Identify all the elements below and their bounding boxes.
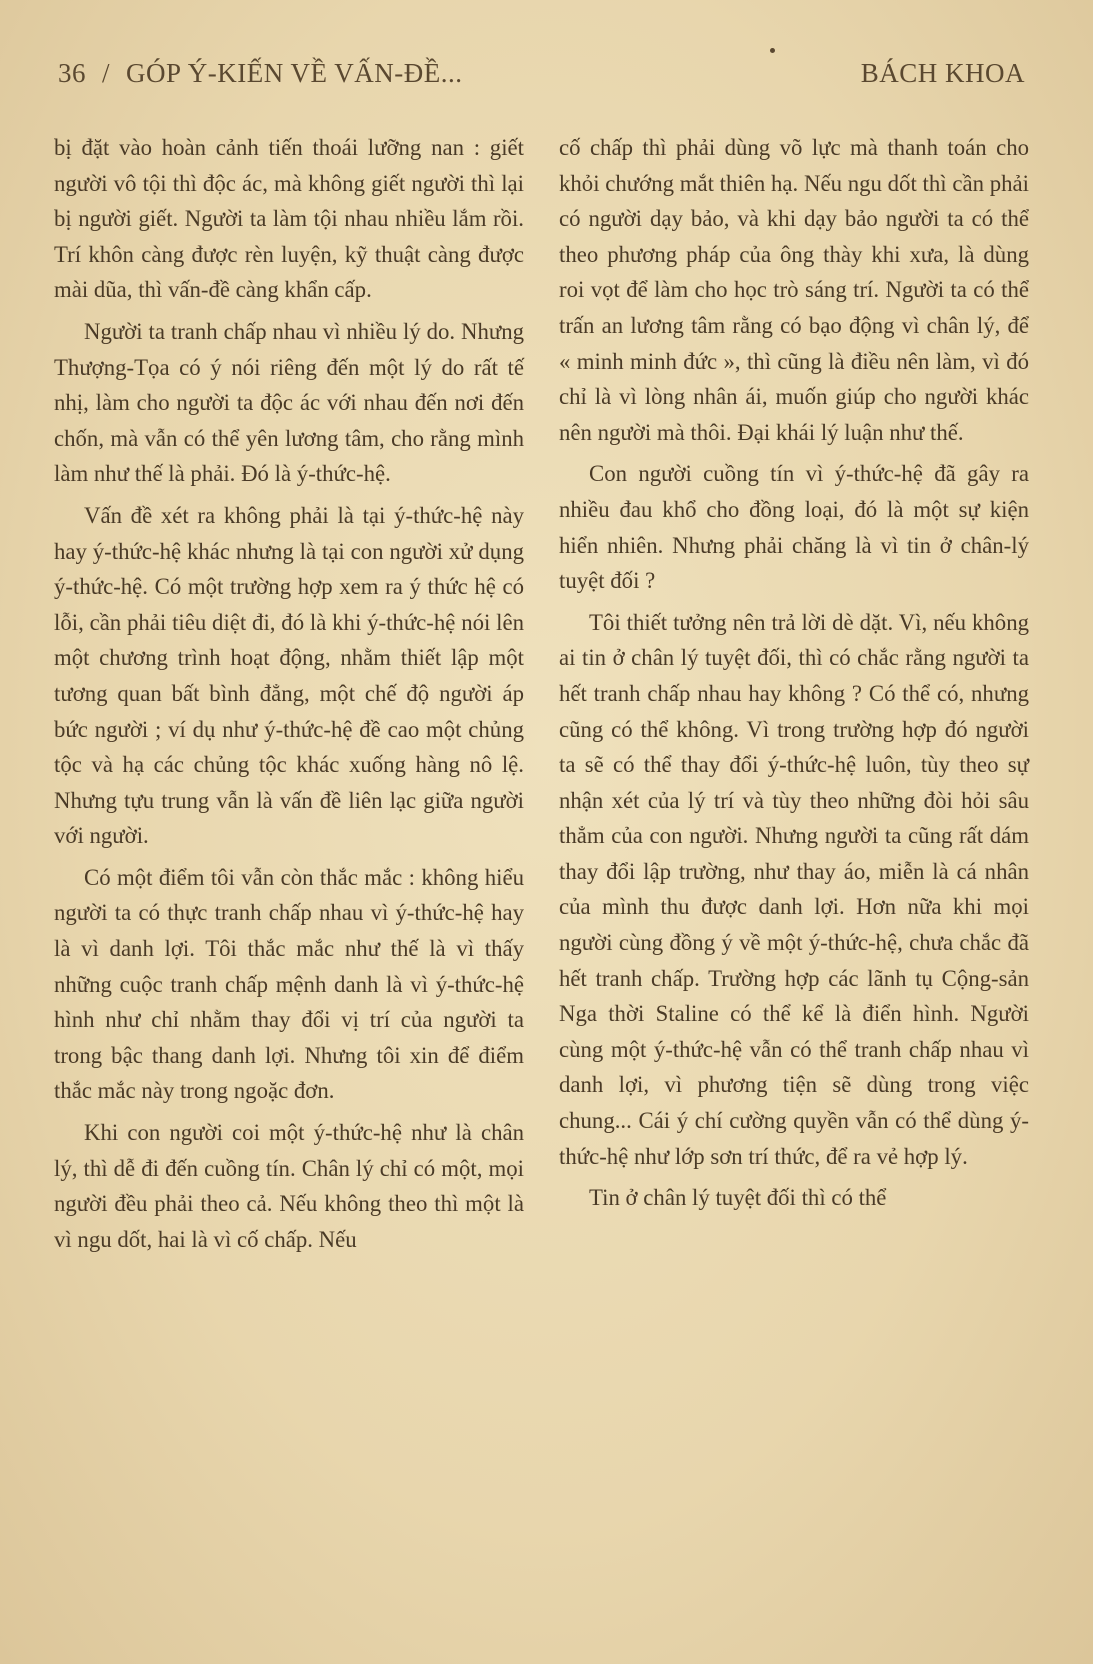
page-header (58, 58, 1025, 98)
header-separator: / (102, 58, 111, 88)
paragraph: Có một điểm tôi vẫn còn thắc mắc : không hiểu người ta có thực tranh chấp nhau vì ý-thức-hệ hay là vì danh lợi. Tôi thắc mắc như thế là vì thấy những cuộc tranh chấp mệnh danh là vì ý-thức-hệ hình như chỉ nhằm thay đổi vị trí của người ta trong bậc thang danh lợi. Nhưng tôi xin để điểm thắc mắc này trong ngoặc đơn. (54, 864, 524, 1104)
paragraph: Khi con người coi một ý-thức-hệ như là chân lý, thì dễ đi đến cuồng tín. Chân lý chỉ có một, mọi người đều phải theo cả. Nếu không theo thì một là vì ngu dốt, hai là vì cố chấp. Nếu (54, 1120, 524, 1252)
paragraph: Tin ở chân lý tuyệt đối thì có thể (589, 1185, 887, 1211)
ink-dot (770, 48, 775, 53)
paragraph: Vấn đề xét ra không phải là tại ý-thức-hệ này hay ý-thức-hệ khác nhưng là tại con người xử dụng ý-thức-hệ. Có một trường hợp xem ra ý thức hệ có lỗi, cần phải tiêu diệt đi, đó là khi ý-thức-hệ nói lên một chương trình hoạt động, nhằm thiết lập một tương quan bất bình đẳng, một chế độ người áp bức người ; ví dụ như ý-thức-hệ đề cao một chủng tộc và hạ các chủng tộc khác xuống hàng nô lệ. Nhưng tựu trung vẫn là vấn đề liên lạc giữa người với người. (54, 502, 524, 849)
text-columns (54, 130, 1029, 1263)
paragraph: bị đặt vào hoàn cảnh tiến thoái lưỡng nan : giết người vô tội thì độc ác, mà không giết người thì lại bị người giết. Người ta làm tội nhau nhiều lắm rồi. Trí khôn càng được rèn luyện, kỹ thuật càng được mài dũa, thì vấn-đề càng khẩn cấp. (54, 135, 524, 303)
paragraph: cố chấp thì phải dùng võ lực mà thanh toán cho khỏi chướng mắt thiên hạ. Nếu ngu dốt thì cần phải có người dạy bảo, và khi dạy bảo người ta có thể theo phương pháp của ông thày khi xưa, là dùng roi vọt để làm cho học trò sáng trí. Người ta có thể trấn an lương tâm rằng có bạo động vì chân lý, để « minh minh đức », thì cũng là điều nên làm, vì đó chỉ là vì lòng nhân ái, muốn giúp cho người khác nên người mà thôi. Đại khái lý luận như thế. (559, 135, 1029, 445)
journal-name: BÁCH KHOA (860, 58, 1025, 88)
paragraph: Người ta tranh chấp nhau vì nhiều lý do. Nhưng Thượng-Tọa có ý nói riêng đến một lý do rất tế nhị, làm cho người ta độc ác với nhau đến nơi đến chốn, mà vẫn có thể yên lương tâm, cho rằng mình làm như thế là phải. Đó là ý-thức-hệ. (54, 318, 524, 487)
paragraph: Tôi thiết tưởng nên trả lời dè dặt. Vì, nếu không ai tin ở chân lý tuyệt đối, thì có chắc rằng người ta hết tranh chấp nhau hay không ? Có thể có, nhưng cũng có thể không. Vì trong trường hợp đó người ta sẽ có thể thay đổi ý-thức-hệ luôn, tùy theo sự nhận xét của lý trí và tùy theo những đòi hỏi sâu thẳm của con người. Nhưng người ta cũng rất dám thay đổi lập trường, như thay áo, miễn là cá nhân của mình thu được danh lợi. Hơn nữa khi mọi người cùng đồng ý về một ý-thức-hệ, chưa chắc đã hết tranh chấp. Trường hợp các lãnh tụ Cộng-sản Nga thời Staline có thể kể là điển hình. Người cùng một ý-thức-hệ vẫn có thể tranh chấp nhau vì danh lợi, vì phương tiện sẽ dùng trong việc chung... Cái ý chí cường quyền vẫn có thể dùng ý-thức-hệ như lớp sơn trí thức, để ra vẻ hợp lý. (559, 609, 1029, 1169)
page-number: 36 (58, 58, 86, 88)
right-column (559, 130, 1029, 1263)
article-title: GÓP Ý-KIẾN VỀ VẤN-ĐỀ... (126, 58, 463, 88)
paragraph: Con người cuồng tín vì ý-thức-hệ đã gây ra nhiều đau khổ cho đồng loại, đó là một sự kiện hiển nhiên. Nhưng phải chăng là vì tin ở chân-lý tuyệt đối ? (559, 461, 1029, 594)
left-column (54, 130, 524, 1263)
